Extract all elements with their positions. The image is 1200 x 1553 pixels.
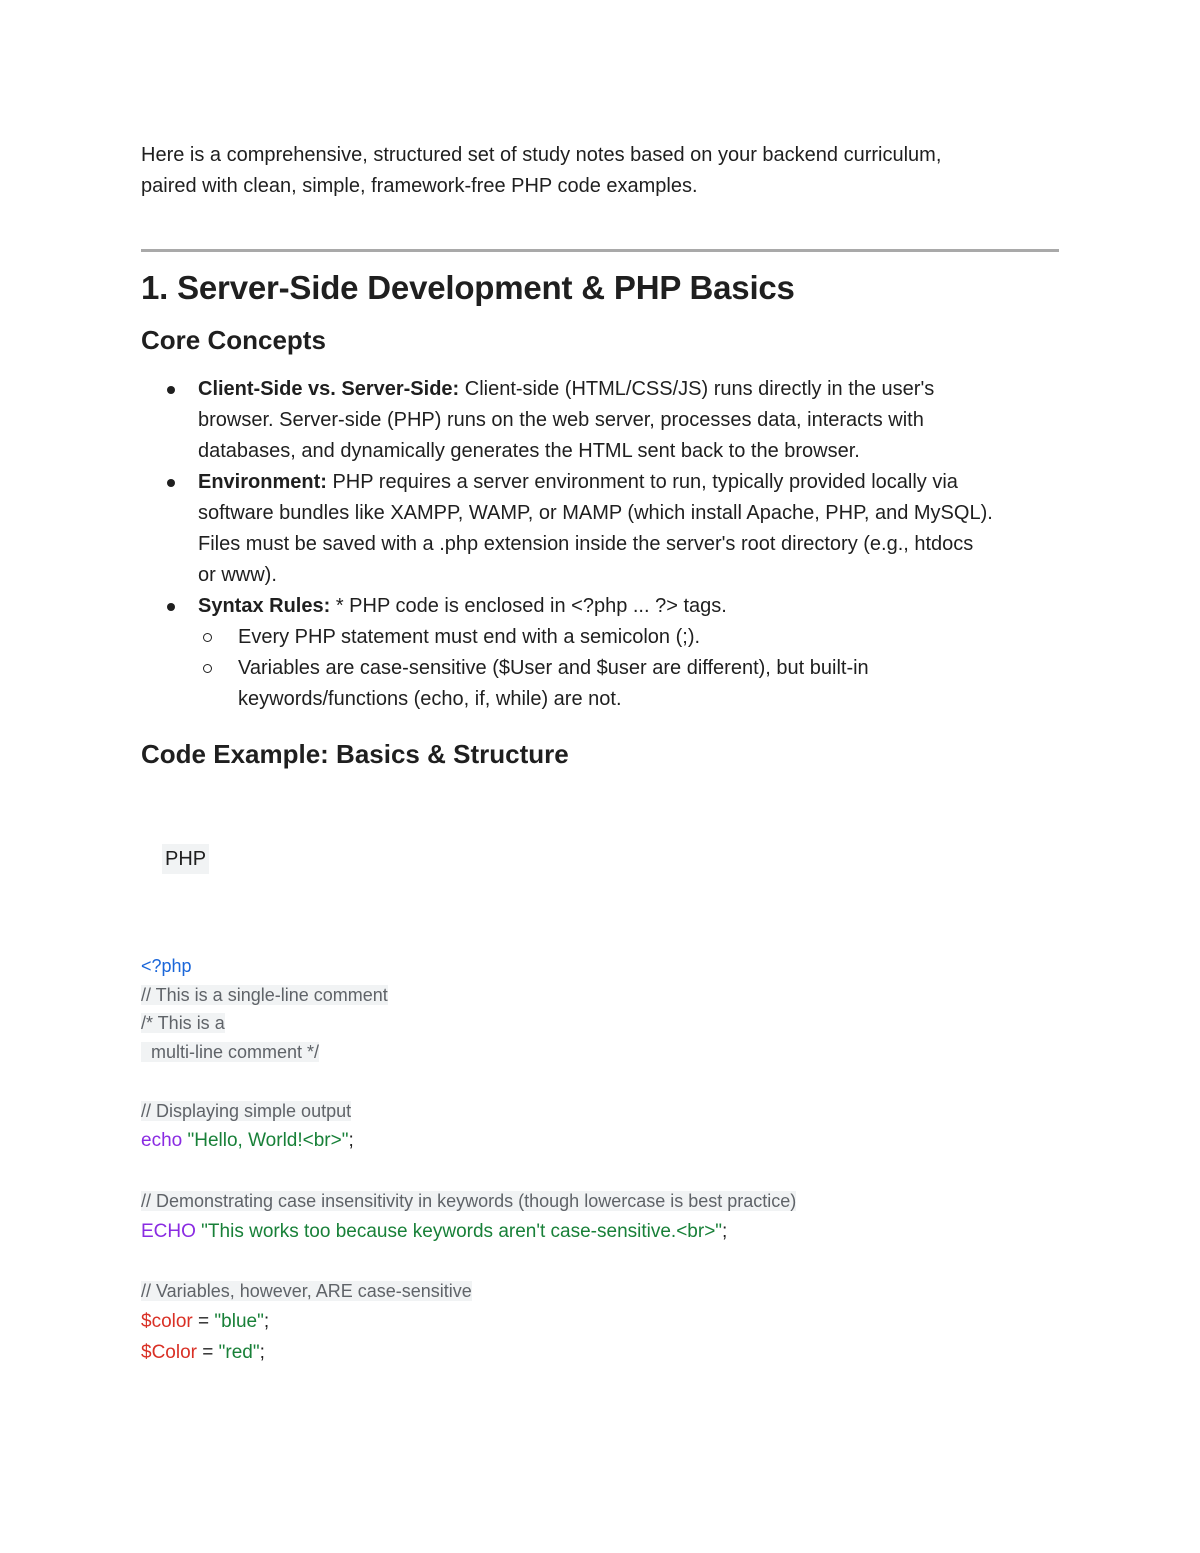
code-line: [141, 952, 1059, 981]
code-string: "Hello, World!<br>": [182, 1130, 349, 1152]
bullet-term: Environment:: [198, 471, 327, 493]
bullet-text: databases, and dynamically generates the HTML sent back to the browser.: [198, 440, 860, 462]
bullet-text: or www).: [198, 564, 277, 586]
bullet-text: PHP requires a server environment to run, typically provided locally via: [326, 471, 958, 493]
bullet-term: Client-Side vs. Server-Side:: [198, 378, 460, 400]
code-line: [141, 1125, 1059, 1156]
intro-line-1: Here is a comprehensive, structured set of study notes based on your backend curriculum,: [141, 144, 942, 166]
code-line: [141, 1306, 1059, 1337]
circle-bullet-icon: [203, 633, 212, 642]
document-page: [141, 140, 1059, 1368]
code-string: "This works too because keywords aren't case-sensitive.<br>": [195, 1220, 723, 1242]
core-concepts-heading: Core Concepts: [141, 325, 326, 355]
bullet-text: * PHP code is enclosed in <?php ... ?> tags.: [330, 595, 727, 617]
bullet-term: Syntax Rules:: [198, 595, 331, 617]
code-language-label: PHP: [162, 844, 209, 874]
code-punct: ;: [259, 1341, 265, 1363]
code-punct: ;: [263, 1310, 270, 1332]
code-string: "red": [218, 1341, 260, 1363]
code-comment: /* This is a: [141, 1013, 225, 1034]
code-line: [141, 1097, 1059, 1126]
code-comment: // Displaying simple output: [141, 1100, 352, 1121]
sub-bullet-text: Every PHP statement must end with a semicolon (;).: [238, 626, 701, 648]
code-variable: $Color: [141, 1341, 197, 1363]
intro-line-2: paired with clean, simple, framework-free PHP code examples.: [141, 175, 698, 197]
bullet-icon: [167, 386, 175, 394]
bullet-text: software bundles like XAMPP, WAMP, or MAMP (which install Apache, PHP, and MySQL).: [198, 502, 993, 524]
code-line: [141, 1216, 1059, 1247]
code-operator: =: [196, 1341, 219, 1363]
code-line: [141, 1337, 1059, 1368]
code-comment: // Demonstrating case insensitivity in keywords (though lowercase is best practice): [141, 1190, 797, 1211]
list-item: [141, 374, 1059, 467]
circle-bullet-icon: [203, 664, 212, 673]
sub-list-item: [198, 622, 1059, 653]
code-line: [141, 1038, 1059, 1067]
sub-bullet-text: Variables are case-sensitive ($User and $user are different), but built-in: [238, 657, 869, 679]
code-line: [141, 1277, 1059, 1306]
code-operator: =: [192, 1310, 215, 1332]
code-comment: // Variables, however, ARE case-sensitive: [141, 1281, 472, 1302]
core-concepts-list: [141, 374, 1059, 715]
code-example-heading: Code Example: Basics & Structure: [141, 739, 569, 769]
sub-bullet-text: keywords/functions (echo, if, while) are not.: [238, 688, 622, 710]
list-item: [141, 467, 1059, 591]
code-line: [141, 1187, 1059, 1216]
sub-list-item: [198, 653, 1059, 715]
code-keyword: echo: [141, 1130, 183, 1152]
bullet-text: browser. Server-side (PHP) runs on the web server, processes data, interacts with: [198, 409, 924, 431]
code-keyword: ECHO: [141, 1220, 196, 1242]
code-string: "blue": [214, 1310, 264, 1332]
bullet-icon: [167, 603, 175, 611]
code-variable: $color: [141, 1310, 193, 1332]
code-line: [141, 981, 1059, 1010]
sub-list: [198, 622, 1059, 715]
bullet-icon: [167, 479, 175, 487]
code-line: [141, 1009, 1059, 1038]
intro-paragraph: [141, 140, 1059, 202]
code-comment: multi-line comment */: [141, 1041, 320, 1062]
list-item: [141, 591, 1059, 715]
code-punct: ;: [722, 1220, 728, 1242]
bullet-text: Files must be saved with a .php extension inside the server's root directory (e.g., htdocs: [198, 533, 974, 555]
php-open-tag: <?php: [141, 956, 192, 976]
code-block: [141, 952, 1059, 1368]
code-punct: ;: [348, 1130, 354, 1152]
horizontal-rule: [141, 249, 1059, 252]
bullet-text: Client-side (HTML/CSS/JS) runs directly in the user's: [459, 378, 935, 400]
code-comment: // This is a single-line comment: [141, 984, 388, 1005]
section-title: 1. Server-Side Development & PHP Basics: [141, 269, 795, 306]
